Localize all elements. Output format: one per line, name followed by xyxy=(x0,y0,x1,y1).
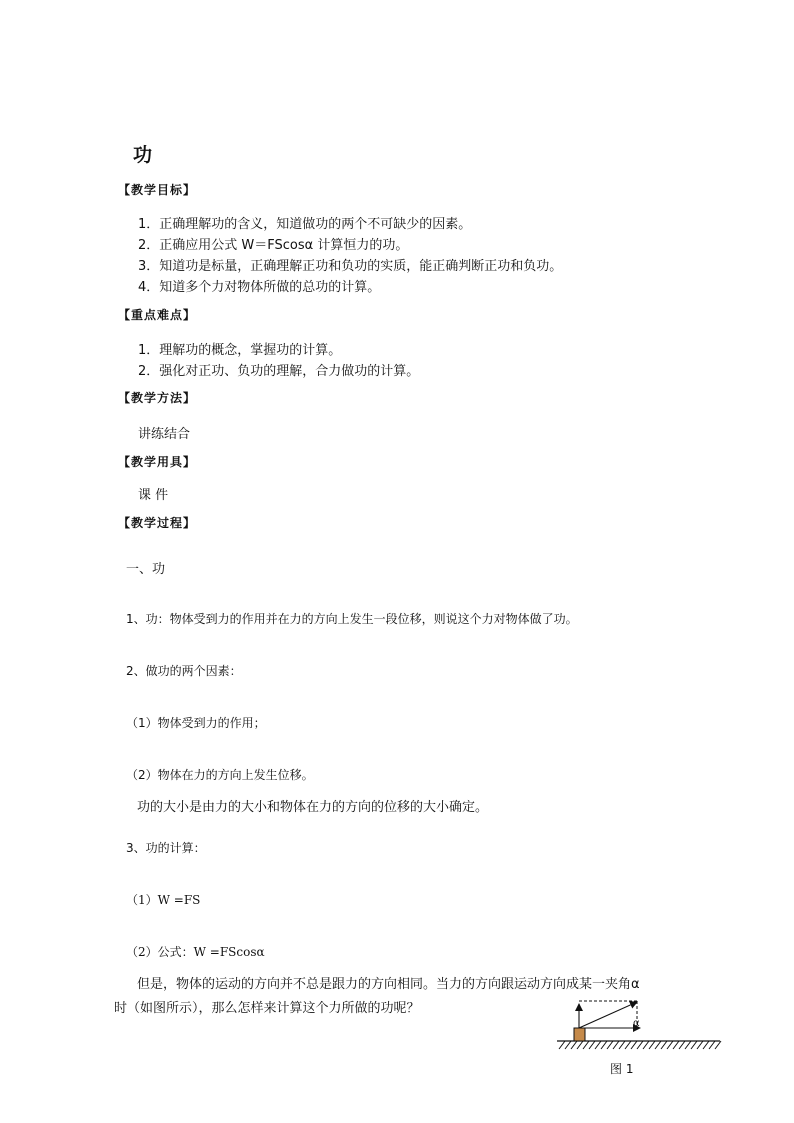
process-paragraph: 功的大小是由力的大小和物体在力的方向的位移的大小确定。 xyxy=(137,800,489,815)
section-heading-process: 【教学过程】 xyxy=(118,516,197,530)
process-paragraph: （1）物体受到力的作用； xyxy=(126,716,266,730)
process-paragraph: 时（如图所示），那么怎样来计算这个力所做的功呢？ xyxy=(114,1001,420,1016)
formula-line: （1）W =FS xyxy=(126,893,201,907)
process-paragraph: 3、功的计算： xyxy=(126,841,206,855)
objective-item: 1．正确理解功的含义，知道做功的两个不可缺少的因素。 xyxy=(138,217,472,232)
formula-line: （2）公式：W =FScosα xyxy=(126,945,265,959)
tools-text: 课 件 xyxy=(138,488,169,503)
force-diagram-figure xyxy=(545,995,730,1080)
key-point-item: 2．强化对正功、负功的理解，合力做功的计算。 xyxy=(138,364,420,379)
angle-label: α xyxy=(633,1018,640,1029)
process-paragraph: 但是，物体的运动的方向并不总是跟力的方向相同。当力的方向跟运动方向成某一夹角α xyxy=(137,977,640,992)
objective-item: 4．知道多个力对物体所做的总功的计算。 xyxy=(138,280,381,295)
page-title: 功 xyxy=(133,144,153,166)
section-heading-key-points: 【重点难点】 xyxy=(118,308,197,322)
figure-caption: 图 1 xyxy=(610,1062,634,1076)
process-paragraph: （2）物体在力的方向上发生位移。 xyxy=(126,768,314,782)
process-paragraph: 2、做功的两个因素： xyxy=(126,664,242,678)
section-heading-objectives: 【教学目标】 xyxy=(118,183,197,197)
key-point-item: 1．理解功的概念，掌握功的计算。 xyxy=(138,343,342,358)
method-text: 讲练结合 xyxy=(138,427,191,442)
objective-item: 2．正确应用公式 W＝FScosα 计算恒力的功。 xyxy=(138,238,409,253)
block xyxy=(574,1028,585,1041)
force-arrow xyxy=(579,1002,637,1028)
objective-item: 3．知道功是标量，正确理解正功和负功的实质，能正确判断正功和负功。 xyxy=(138,259,563,274)
process-heading: 一、功 xyxy=(126,562,166,577)
section-heading-tools: 【教学用具】 xyxy=(118,455,197,469)
process-paragraph: 1、功：物体受到力的作用并在力的方向上发生一段位移，则说这个力对物体做了功。 xyxy=(126,612,578,626)
ground-surface xyxy=(557,1041,721,1049)
section-heading-method: 【教学方法】 xyxy=(118,391,197,405)
